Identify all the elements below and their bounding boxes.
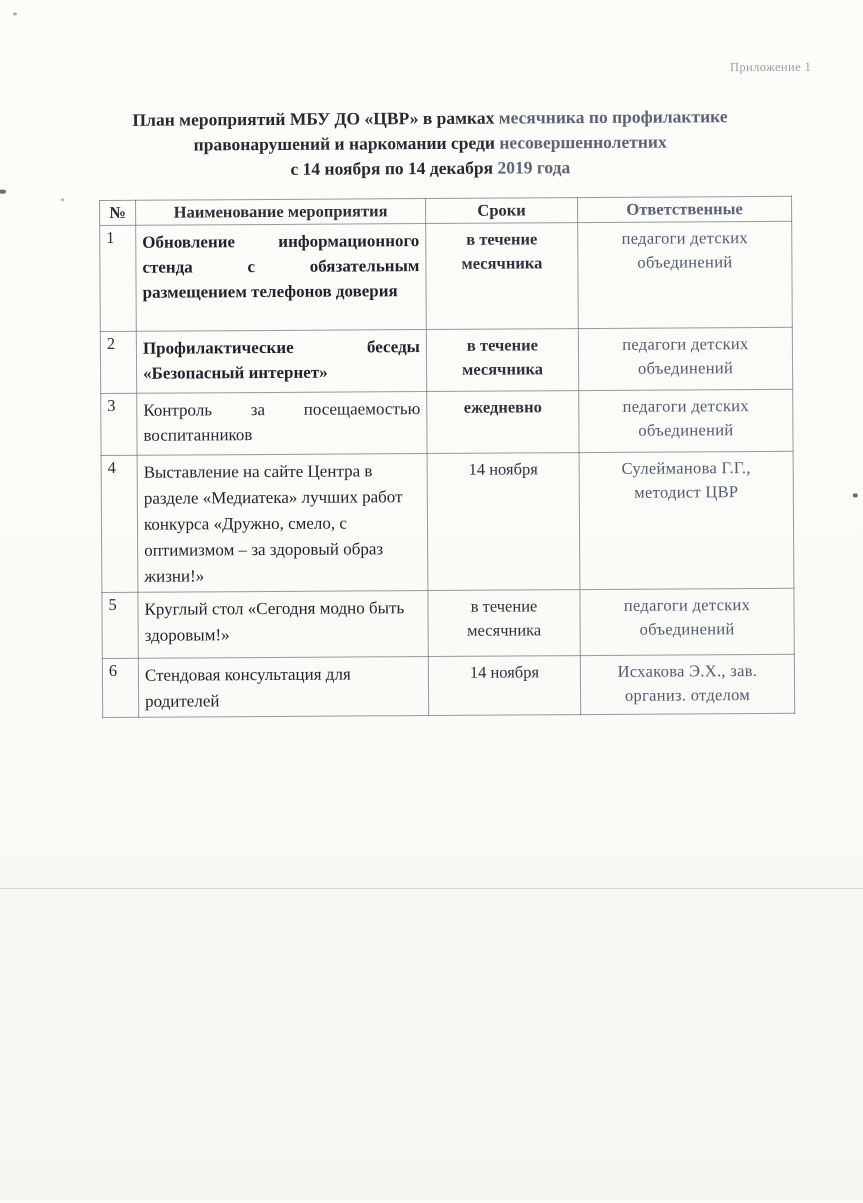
cell-name-text: Контроль за посещаемостью воспитанников: [143, 399, 421, 445]
cell-num-text: 3: [107, 395, 116, 415]
scan-speck-icon: [853, 493, 858, 497]
cell-dates-text: ежедневно: [463, 397, 542, 417]
title-line-1-faded: месячника по профилактике: [498, 106, 728, 128]
cell-responsible: [579, 389, 793, 452]
cell-responsible-text: педагоги детских объединений: [622, 334, 749, 378]
events-table: [99, 196, 795, 718]
cell-name: [136, 330, 426, 394]
cell-responsible: [579, 451, 794, 589]
table-row: [100, 221, 793, 331]
cell-dates: [428, 656, 580, 716]
cell-dates: [427, 391, 579, 454]
cell-name: [137, 454, 428, 593]
cell-num-text: 6: [108, 660, 118, 680]
cell-num: [102, 658, 138, 717]
cell-dates: [426, 329, 578, 392]
scan-speck-icon: [0, 190, 6, 194]
cell-num-text: 5: [108, 594, 117, 614]
cell-name-text: Профилактические беседы «Безопасный интернет»: [142, 337, 420, 383]
scan-speck-icon: [13, 13, 17, 16]
cell-name: [137, 392, 427, 456]
cell-name: [138, 657, 428, 718]
cell-dates-text: в течение месячника: [461, 229, 543, 273]
cell-dates-text: 14 ноября: [468, 459, 538, 479]
cell-name-text: Обновление информационного стенда с обязательным размещением телефонов доверия: [142, 231, 420, 302]
title-line-1-dark: План мероприятий МБУ ДО «ЦВР» в рамках: [132, 107, 499, 130]
annex-label: Приложение 1: [729, 59, 812, 75]
table-row: [101, 451, 794, 592]
header-responsible: Ответственные: [578, 196, 792, 222]
cell-responsible: [580, 654, 794, 714]
cell-num: [101, 393, 137, 455]
scan-speck-icon: [61, 198, 64, 201]
cell-responsible: [578, 221, 793, 328]
cell-num: [100, 225, 137, 331]
cell-num: [100, 331, 136, 393]
events-table-body: [100, 221, 795, 717]
cell-name-text: Выставление на сайте Центра в разделе «Медиатека» лучших работ конкурса «Дружно, смело, с оптимизмом – за здоровый образ жизни!»: [143, 461, 403, 586]
cell-num: [102, 592, 138, 658]
cell-name: [136, 224, 427, 332]
title-line-2-faded: несовершеннолетних: [499, 131, 667, 153]
cell-dates-text: в течение месячника: [467, 596, 542, 640]
cell-dates-text: в течение месячника: [462, 335, 544, 379]
cell-responsible: [580, 588, 794, 655]
scan-fold-line: [0, 888, 863, 889]
document-title: [0, 103, 862, 183]
cell-num-text: 4: [107, 457, 116, 477]
cell-dates: [426, 223, 579, 330]
table-row: [102, 588, 794, 658]
title-line-3: [0, 153, 862, 183]
table-row: [100, 327, 792, 393]
header-name: Наименование мероприятия: [136, 199, 426, 226]
cell-responsible-text: педагоги детских объединений: [621, 228, 748, 272]
title-line-2-dark: правонарушений и наркомании среди: [193, 132, 500, 155]
cell-responsible-text: педагоги детских объединений: [623, 595, 751, 639]
cell-responsible: [578, 327, 792, 390]
cell-dates: [428, 590, 580, 657]
cell-name-text: Круглый стол «Сегодня модно быть здоровым!»: [144, 598, 405, 645]
cell-dates-text: 14 ноября: [469, 662, 540, 682]
header-dates: Сроки: [426, 198, 578, 224]
cell-num-text: 1: [106, 227, 115, 247]
title-line-3-dark: с 14 ноября по 14 декабря: [290, 157, 498, 179]
cell-responsible-text: педагоги детских объединений: [622, 396, 750, 440]
cell-num: [101, 455, 138, 592]
header-num: №: [100, 200, 136, 225]
table-row: [101, 389, 793, 455]
cell-num-text: 2: [106, 333, 116, 353]
cell-name-text: Стендовая консультация для родителей: [144, 664, 351, 711]
cell-responsible-text: Исхакова Э.Х., зав. организ. отделом: [617, 661, 758, 705]
cell-responsible-text: Сулейманова Г.Г., методист ЦВР: [621, 458, 751, 502]
title-line-3-faded: 2019 года: [497, 157, 571, 178]
cell-dates: [427, 453, 580, 591]
table-row: [102, 654, 794, 717]
cell-name: [138, 591, 428, 659]
